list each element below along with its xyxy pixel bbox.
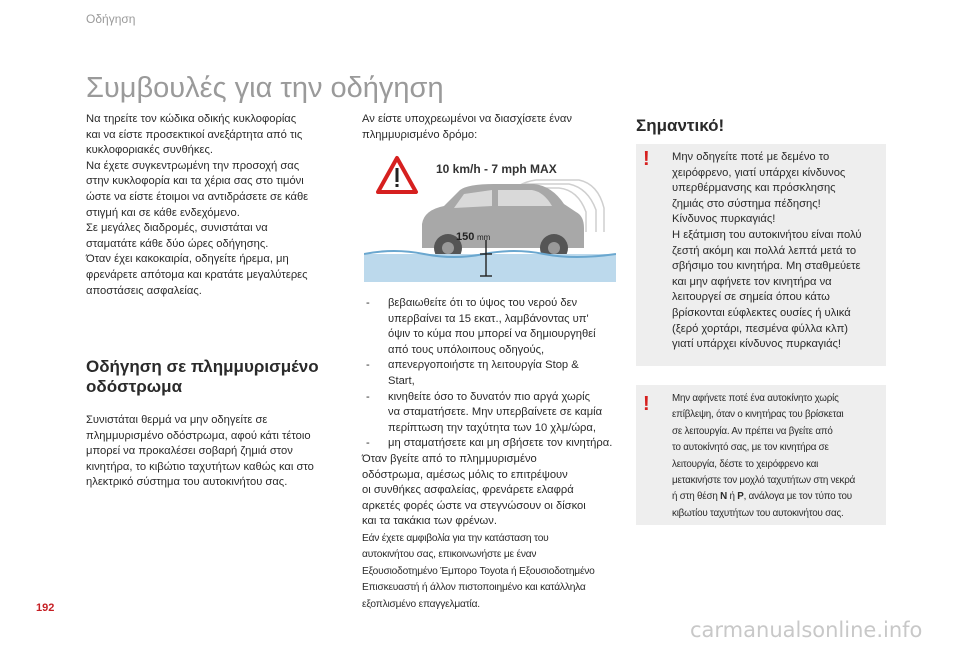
text-fragment: , ανάλογα με τον τύπο του	[743, 491, 852, 503]
text-line: υπερβαίνει τα 15 εκατ., λαμβάνοντας υπ'	[388, 312, 589, 325]
text-line: (ξερό χορτάρι, πεσμένα φύλλα κλπ)	[672, 322, 849, 335]
text-line: αυτοκινήτου σας, επικοινωνήστε με έναν	[362, 549, 537, 561]
running-head: Οδήγηση	[86, 12, 136, 26]
important-heading: Σημαντικό!	[636, 116, 725, 135]
text-line: απενεργοποιήστε τη λειτουργία Stop &	[388, 359, 579, 372]
text-line: περίπτωση την ταχύτητα των 10 χλμ/ώρα,	[388, 421, 596, 434]
text-line: αρκετές φορές ώστε να στεγνώσουν οι δίσκοι	[362, 499, 586, 512]
bullet-dash: -	[366, 390, 370, 403]
text-line: οι συνθήκες ασφαλείας, φρενάρετε ελαφρά	[362, 484, 574, 497]
left-intro	[86, 112, 356, 299]
text-line: στην κυκλοφορία και τα χέρια σας στο τιμόνι	[86, 175, 304, 188]
text-line: Κίνδυνος πυρκαγιάς!	[672, 213, 776, 226]
text-line: πλημμυρισμένο οδόστρωμα, αφού κάτι τέτοιο	[86, 429, 311, 442]
bullet-dash: -	[366, 359, 370, 372]
after-flood-text	[362, 452, 624, 530]
text-fragment: ή στη θέση	[672, 491, 721, 503]
text-fragment: ή	[726, 491, 738, 503]
text-line: Συνιστάται θερμά να μην οδηγείτε σε	[86, 414, 268, 426]
text-line: αποστάσεις ασφαλείας.	[86, 284, 202, 297]
warning-text	[672, 150, 876, 353]
bullet-dash: -	[366, 297, 370, 309]
text-line: από τους υπόλοιπους οδηγούς,	[388, 343, 545, 356]
watermark: carmanualsonline.info	[690, 618, 923, 642]
section-heading: Οδήγηση σε πλημμυρισμένο οδόστρωμα	[86, 357, 319, 396]
text-line: μη σταματήσετε και μη σβήσετε τον κινητήρα.	[388, 437, 613, 450]
bullet-dash: -	[366, 437, 370, 450]
flooded-road-illustration	[364, 152, 616, 282]
text-line: σταματάτε κάθε δύο ώρες οδήγησης.	[86, 237, 269, 250]
text-line: μπορεί να προκαλέσει σοβαρή ζημιά στον	[86, 445, 293, 458]
page-title: Συμβουλές για την οδήγηση	[86, 72, 444, 104]
depth-value: 150	[456, 231, 475, 243]
text-line: λειτουργεί σε σημεία όπου κάτω	[672, 291, 830, 304]
text-line: Μην αφήνετε ποτέ ένα αυτοκίνητο χωρίς	[672, 393, 839, 404]
warning-box-unattended	[636, 385, 886, 525]
text-line: Σε μεγάλες διαδρομές, συνιστάται να	[86, 222, 268, 235]
middle-intro	[362, 112, 622, 143]
text-line: υπερθέρμανσης και πρόσκλησης	[672, 182, 836, 195]
text-line: φρενάρετε απότομα και κρατάτε μεγαλύτερες	[86, 268, 308, 281]
flood-instructions-list	[366, 296, 624, 452]
text-line: και να είστε προσεκτικοί ανεξάρτητα από τις	[86, 128, 303, 141]
text-line: Αν είστε υποχρεωμένοι να διασχίσετε έναν	[362, 113, 572, 125]
text-line: χειρόφρενο, γιατί υπάρχει κίνδυνος	[672, 166, 846, 179]
text-line	[672, 489, 876, 505]
text-line: επίβλεψη, όταν ο κινητήρας του βρίσκεται	[672, 409, 844, 421]
text-line: και μην αφήνετε τον κινητήρα να	[672, 275, 832, 288]
text-line: το αυτοκίνητό σας, με τον κινητήρα σε	[672, 442, 829, 454]
text-line: λειτουργία, δέστε το χειρόφρενο και	[672, 458, 819, 470]
list-item	[366, 358, 624, 389]
text-line: πλημμυρισμένο δρόμο:	[362, 128, 478, 141]
text-line: ηλεκτρικό σύστημα του αυτοκινήτου σας.	[86, 476, 288, 489]
list-item	[366, 390, 624, 437]
list-item	[366, 436, 624, 452]
text-line: ζημιάς στο σύστημα πέδησης!	[672, 197, 821, 210]
text-line: να σταματήσετε. Μην υπερβαίνετε σε καμία	[388, 406, 603, 419]
text-line: σβήσιμο του κινητήρα. Μη σταθμεύετε	[672, 260, 861, 273]
text-line: και τα τακάκια των φρένων.	[362, 515, 497, 528]
text-line: σε λειτουργία. Αν πρέπει να βγείτε από	[672, 425, 833, 437]
text-line: Να έχετε συγκεντρωμένη την προσοχή σας	[86, 159, 300, 172]
text-line: οδόστρωμα, αμέσως μόλις το επιτρέψουν	[362, 468, 568, 481]
gear-n-label: N	[720, 491, 727, 503]
text-line: κινηθείτε όσο το δυνατόν πιο αργά χωρίς	[388, 390, 590, 403]
water-surface	[364, 254, 616, 282]
text-line: Να τηρείτε τον κώδικα οδικής κυκλοφορίας	[86, 113, 297, 125]
text-line: όψιν το κύμα που μπορεί να δημιουργηθεί	[388, 328, 596, 341]
text-line: Start,	[388, 374, 415, 387]
text-line: Εξουσιοδοτημένο Έμπορο Toyota ή Εξουσιοδοτημένο	[362, 565, 595, 577]
text-line: Μην οδηγείτε ποτέ με δεμένο το	[672, 151, 830, 163]
text-line: κυκλοφοριακές συνθήκες.	[86, 144, 213, 157]
text-line: Εάν έχετε αμφιβολία για την κατάσταση του	[362, 533, 549, 544]
page-number: 192	[36, 602, 55, 614]
text-line: Επισκευαστή ή άλλον πιστοποιημένο και κατάλληλα	[362, 582, 586, 594]
depth-unit: mm	[477, 233, 491, 242]
text-line: βρίσκονται εύφλεκτες ουσίες ή υλικά	[672, 306, 851, 319]
speed-label: 10 km/h - 7 mph MAX	[436, 162, 557, 176]
text-line: Η εξάτμιση του αυτοκινήτου είναι πολύ	[672, 228, 862, 241]
text-line: ζεστή ακόμη και πολλά λεπτά μετά το	[672, 244, 857, 257]
left-section-body	[86, 413, 356, 491]
text-line: βεβαιωθείτε ότι το ύψος του νερού δεν	[388, 297, 578, 309]
text-line: Όταν έχει κακοκαιρία, οδηγείτε ήρεμα, μη	[86, 253, 289, 266]
text-line: μετακινήστε τον μοχλό ταχυτήτων στη νεκρά	[672, 475, 856, 487]
text-line: κιβωτίου ταχυτήτων του αυτοκινήτου σας.	[672, 507, 844, 519]
warning-box-handbrake	[636, 144, 886, 366]
text-line: εξοπλισμένο επαγγελματία.	[362, 598, 480, 610]
text-line: γιατί υπάρχει κίνδυνος πυρκαγιάς!	[672, 338, 842, 351]
exclamation-icon: !	[643, 393, 650, 415]
warning-text	[672, 391, 876, 522]
text-line: στιγμή και σε κάθε ενδεχόμενο.	[86, 206, 240, 219]
gear-p-label: P	[737, 491, 744, 503]
list-item	[366, 296, 624, 358]
text-line: ώστε να είστε έτοιμοι να αντιδράσετε σε κάθε	[86, 190, 309, 203]
dealer-footnote	[362, 531, 624, 613]
text-line: Όταν βγείτε από το πλημμυρισμένο	[362, 453, 537, 465]
text-line: κινητήρα, το κιβώτιο ταχυτήτων καθώς και στο	[86, 460, 314, 473]
exclamation-icon: !	[643, 148, 650, 170]
